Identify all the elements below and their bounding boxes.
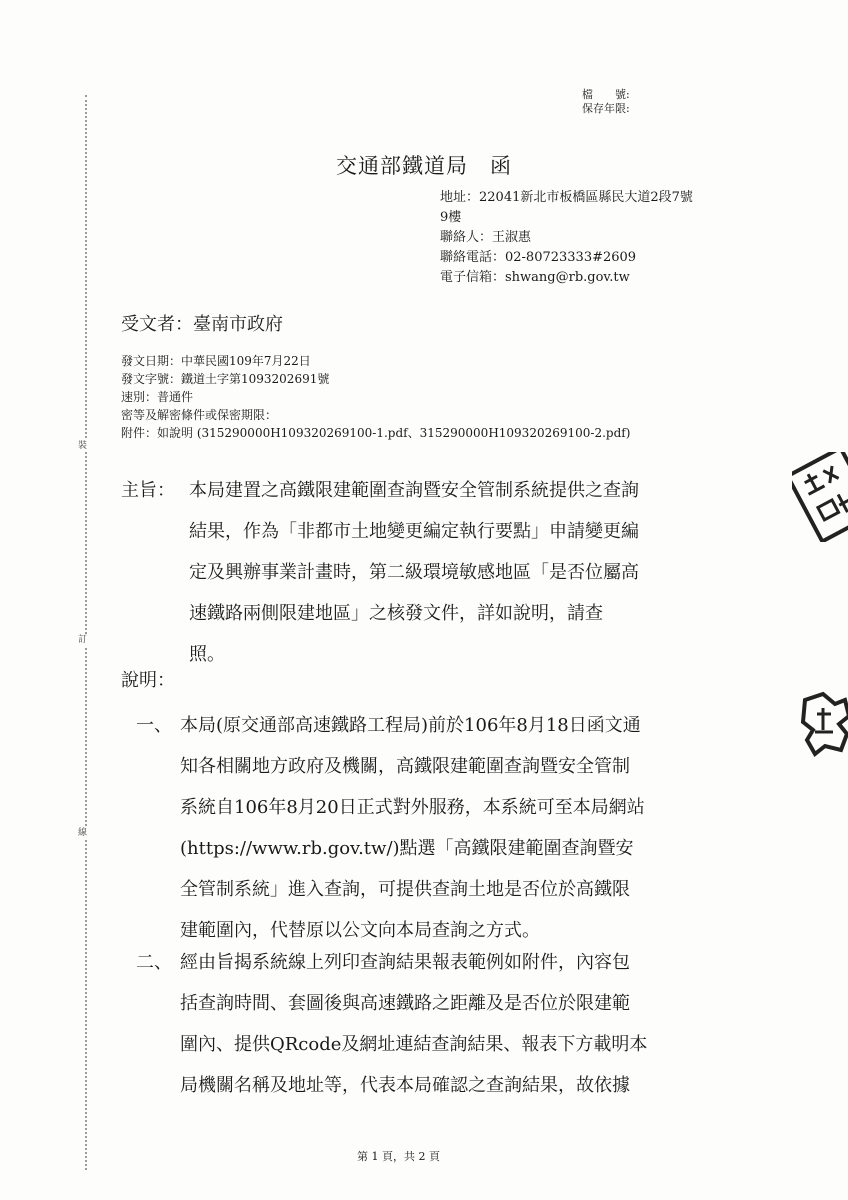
item-line: 經由旨揭系統線上列印查詢結果報表範例如附件，內容包 <box>180 952 630 973</box>
subject-text <box>189 470 763 675</box>
subject-line: 照。 <box>189 644 225 665</box>
seal-stamp-fragment-2 <box>795 688 848 758</box>
item-line: 本局(原交通部高速鐵路工程局)前於106年8月18日函文通 <box>180 715 641 736</box>
contact-address-line1: 地址：22041新北市板橋區縣民大道2段7號 <box>440 190 693 205</box>
subject-line: 結果，作為「非都市土地變更編定執行要點」申請變更編 <box>189 521 639 542</box>
seal-stamp-fragment <box>792 452 848 542</box>
issue-date: 發文日期：中華民國109年7月22日 <box>121 354 311 368</box>
binding-margin-line <box>85 95 87 1170</box>
item-line: 系統自106年8月20日正式對外服務，本系統可至本局網站 <box>180 797 645 818</box>
item-number: 一、 <box>136 715 172 736</box>
document-meta <box>121 352 630 442</box>
item-line: 局機關名稱及地址等，代表本局確認之查詢結果，故依據 <box>180 1075 630 1096</box>
item-number: 二、 <box>136 952 172 973</box>
item-line: (https://www.rb.gov.tw/)點選「高鐵限建範圍查詢暨安 <box>180 838 634 859</box>
subject-label: 主旨： <box>121 480 175 501</box>
item-line: 括查詢時間、套圖後與高速鐵路之距離及是否位於限建範 <box>180 993 630 1014</box>
attachment-info: 附件：如說明 (315290000H109320269100-1.pdf、315290000H109320269100-2.pdf) <box>121 426 631 440</box>
item-line: 知各相關地方政府及機關，高鐵限建範圍查詢暨安全管制 <box>180 756 630 777</box>
contact-address-line2: 9樓 <box>440 210 462 225</box>
secrecy-level: 密等及解密條件或保密期限： <box>121 408 278 422</box>
document-number: 發文字號：鐵道土字第1093202691號 <box>121 372 330 386</box>
contact-email: 電子信箱：shwang@rb.gov.tw <box>440 270 630 285</box>
contact-person: 聯絡人：王淑惠 <box>440 230 532 245</box>
item-line: 建範圍內，代替原以公文向本局查詢之方式。 <box>180 920 540 941</box>
item-text <box>180 705 740 951</box>
page-footer: 第 1 頁，共 2 頁 <box>357 1150 440 1163</box>
explanation-label: 說明： <box>121 670 175 691</box>
item-text <box>180 942 740 1106</box>
retention-label: 保存年限: <box>582 102 630 115</box>
binding-mark-middle: 訂 <box>78 635 88 645</box>
item-line: 圍內、提供QRcode及網址連結查詢結果、報表下方載明本 <box>180 1034 648 1055</box>
subject-line: 本局建置之高鐵限建範圍查詢暨安全管制系統提供之查詢 <box>189 480 639 501</box>
speed-class: 速別：普通件 <box>121 390 194 404</box>
contact-block <box>440 188 780 288</box>
subject-line: 定及興辦事業計畫時，第二級環境敏感地區「是否位屬高 <box>189 562 639 583</box>
recipient: 受文者：臺南市政府 <box>121 314 283 335</box>
subject-line: 速鐵路兩側限建地區」之核發文件，詳如說明，請查 <box>189 603 603 624</box>
binding-mark-top: 裝 <box>78 441 88 451</box>
binding-mark-bottom: 線 <box>78 828 88 838</box>
document-title: 交通部鐵道局 函 <box>336 154 512 178</box>
contact-phone: 聯絡電話：02-80723333#2609 <box>440 250 637 265</box>
file-number-label: 檔 號: <box>582 88 630 101</box>
item-line: 全管制系統」進入查詢，可提供查詢土地是否位於高鐵限 <box>180 879 630 900</box>
file-info <box>582 88 630 116</box>
